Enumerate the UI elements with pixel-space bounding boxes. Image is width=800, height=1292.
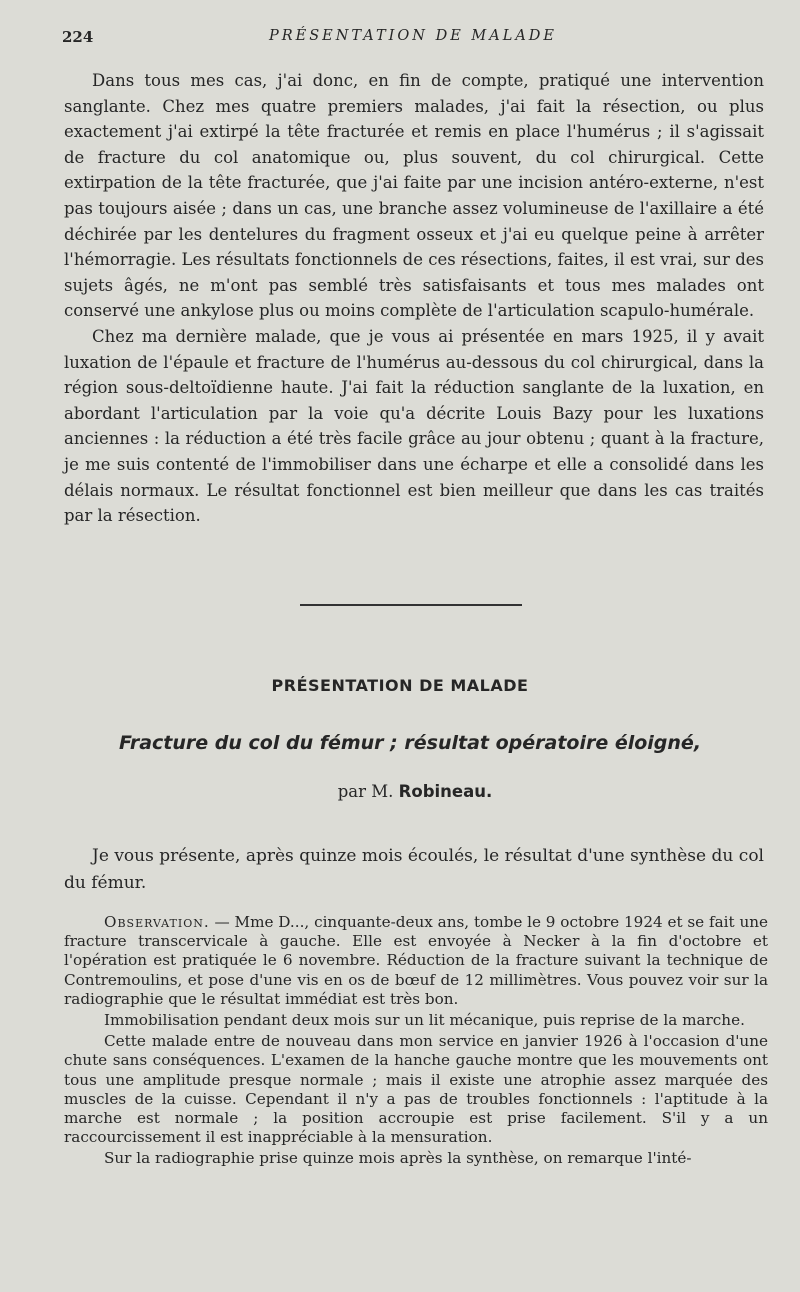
- intro-text: [64, 843, 764, 897]
- observation-label: Observation.: [104, 913, 210, 931]
- paragraph: Immobilisation pendant deux mois sur un lit mécanique, puis reprise de la marche.: [104, 1011, 745, 1030]
- observation-first-text: — Mme D..., cinquante-deux ans, tombe le 9 octobre 1924 et se fait une fracture transcervicale à gauche. Elle est envoyée à Necker à la fin d'octobre et l'opération est pratiquée le 6 novembre. Réduction de la fracture suivant la technique de Contremoulins, et pose d'une vis en os de bœuf de 12 millimètres. Vous pouvez voir sur la radiographie que le résultat immédiat est très bon.: [64, 913, 769, 1008]
- running-header: [62, 28, 764, 46]
- paragraph: Chez ma dernière malade, que je vous ai présentée en mars 1925, il y avait luxation de l'épaule et fracture de l'humérus au-dessous du col chirurgical, dans la région sous-deltoïdienne haute. J'ai fait la réduction sanglante de la luxation, en abordant l'articulation par la voie qu'a décrite Louis Bazy pour les luxations anciennes : la réduction a été très facile grâce au jour obtenu ; quant à la fracture, je me suis contenté de l'immobiliser dans une écharpe et elle a consolidé dans les délais normaux. Le résultat fonctionnel est bien meilleur que dans les cas traités par la résection.: [64, 326, 764, 526]
- page-number: 224: [62, 28, 94, 46]
- previous-article-text: [64, 68, 764, 529]
- observation-text: [64, 913, 768, 1171]
- paragraph: Sur la radiographie prise quinze mois après la synthèse, on remarque l'inté-: [104, 1149, 692, 1168]
- article-title: Fracture du col du fémur ; résultat opératoire éloigné,: [118, 732, 702, 754]
- section-heading: PRÉSENTATION DE MALADE: [271, 676, 529, 695]
- byline-prefix: par M.: [337, 782, 394, 801]
- paragraph: Je vous présente, après quinze mois écoulés, le résultat d'une synthèse du col du fémur.: [64, 846, 764, 893]
- author-name: Robineau.: [398, 782, 493, 801]
- byline: [0, 782, 800, 801]
- running-title: PRÉSENTATION DE MALADE: [268, 28, 558, 44]
- section-divider: [300, 604, 522, 606]
- observation-paragraph: [64, 913, 768, 1009]
- paragraph: Dans tous mes cas, j'ai donc, en fin de compte, pratiqué une intervention sanglante. Chez mes quatre premiers malades, j'ai fait la résection, ou plus exactement j'ai extirpé la tête fracturée et remis en place l'humérus ; il s'agissait de fracture du col anatomique ou, plus souvent, du col chirurgical. Cette extirpation de la tête fracturée, que j'ai faite par une incision antéro-externe, n'est pas toujours aisée ; dans un cas, une branche assez volumineuse de l'axillaire a été déchirée par les dentelures du fragment osseux et j'ai eu quelque peine à arrêter l'hémorragie. Les résultats fonctionnels de ces résections, faites, il est vrai, sur des sujets âgés, ne m'ont pas semblé très satisfaisants et tous mes malades ont conservé une ankylose plus ou moins complète de l'articulation scapulo-humérale.: [64, 71, 764, 321]
- paragraph: Cette malade entre de nouveau dans mon service en janvier 1926 à l'occasion d'une chute sans conséquences. L'examen de la hanche gauche montre que les mouvements ont tous une amplitude presque normale ; mais il existe une atrophie assez marquée des muscles de la cuisse. Cependant il n'y a pas de troubles fonctionnels : l'aptitude à la marche est normale ; la position accroupie est prise facilement. S'il y a un raccourcissement il est inappréciable à la mensuration.: [64, 1032, 768, 1147]
